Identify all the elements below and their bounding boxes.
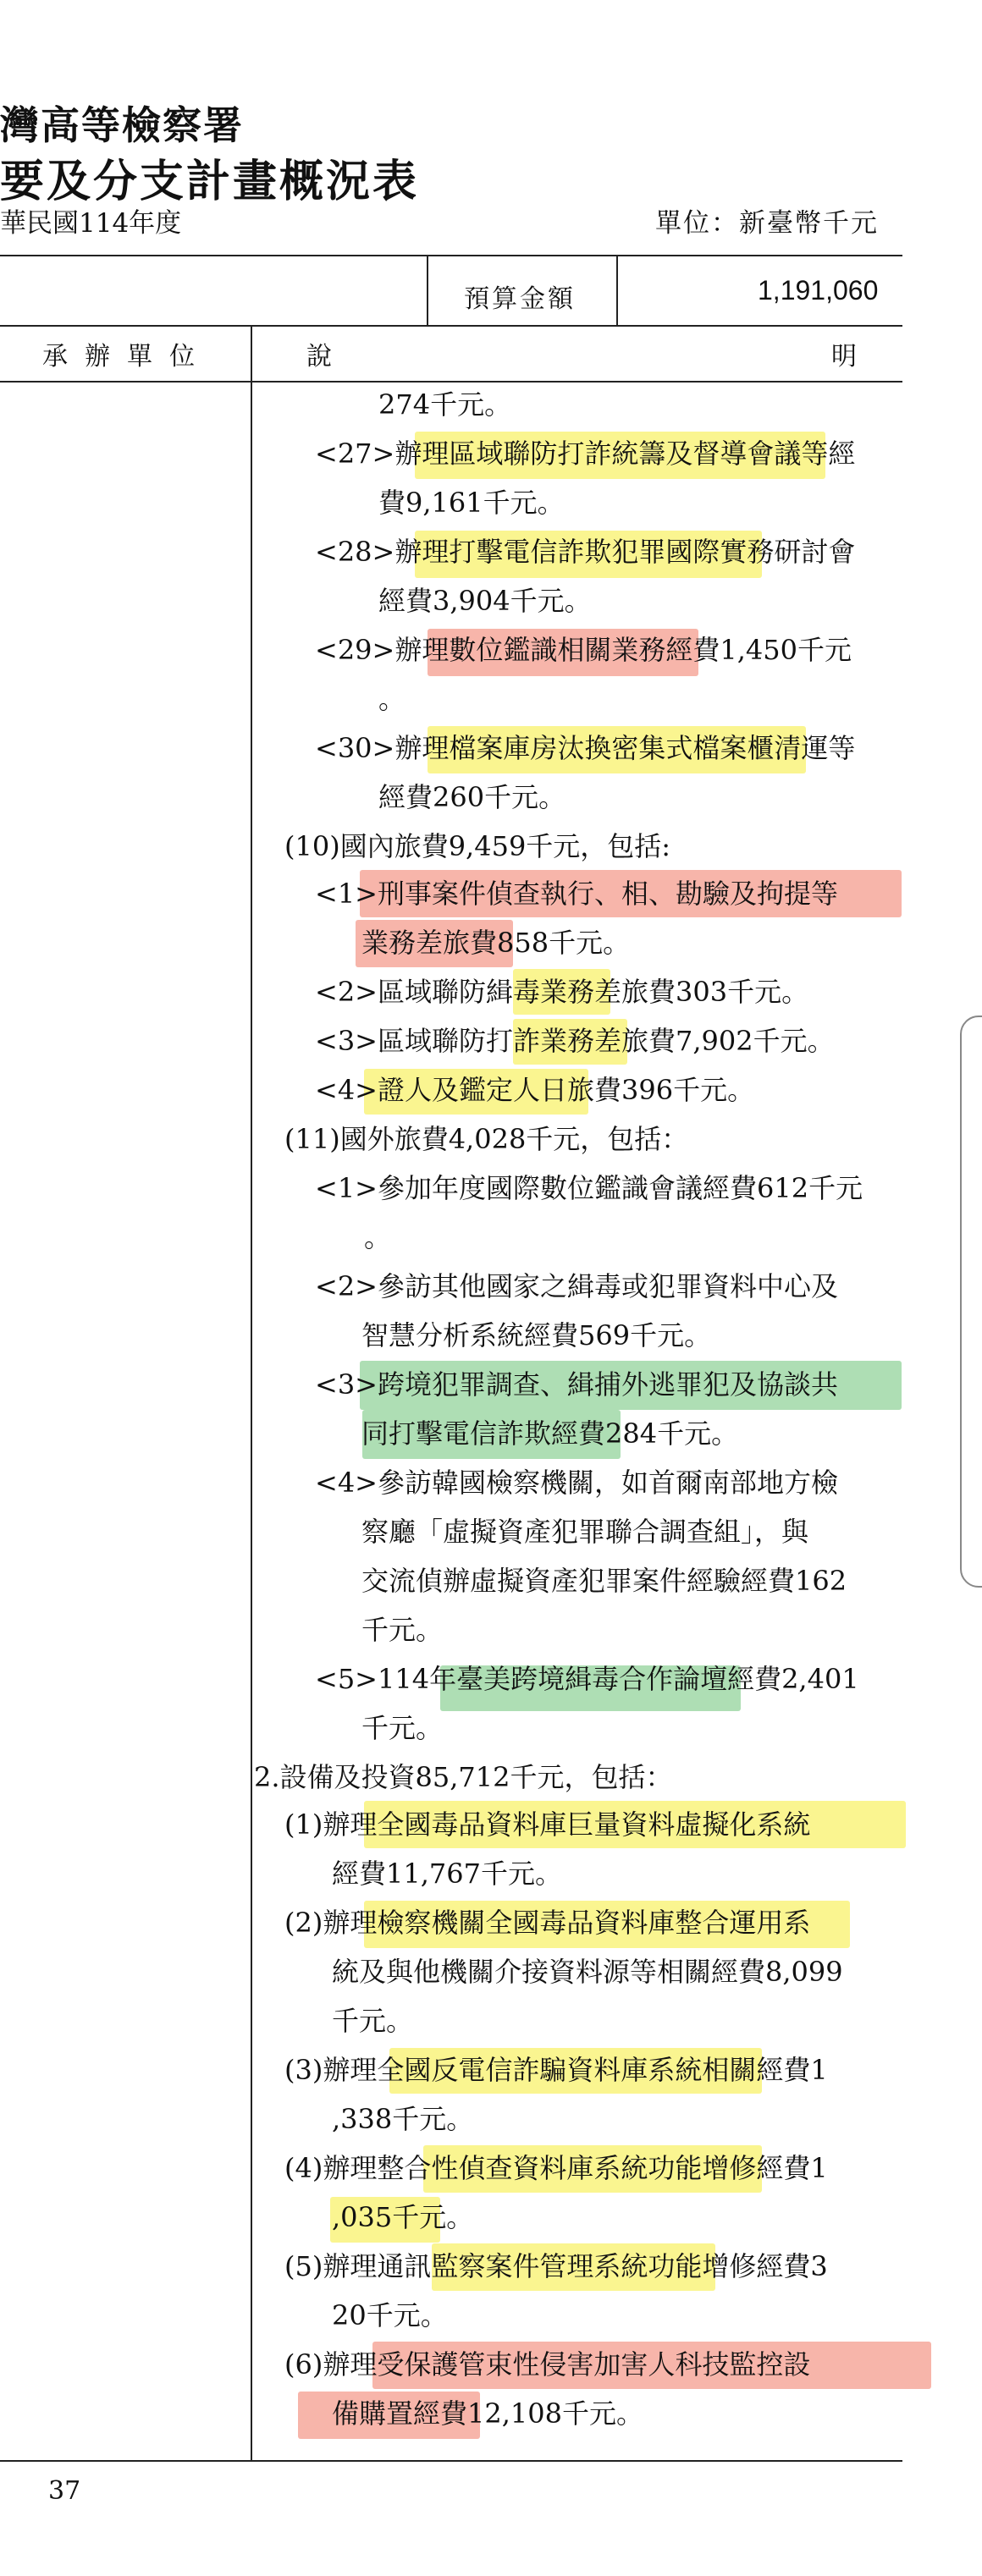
page-number: 37 [48, 2476, 81, 2506]
column-header-unit: 承辦單位 [42, 342, 212, 372]
text-line: 統及與他機關介接資料源等相關經費8,099 [332, 1956, 843, 1988]
text-line: 智慧分析系統經費569千元。 [361, 1319, 712, 1351]
agency-title: 灣高等檢察署 [0, 102, 244, 148]
text-line: <30>辦理檔案庫房汰換密集式檔案櫃清運等 [315, 732, 856, 764]
text-line: <29>辦理數位鑑識相關業務經費1,450千元 [315, 634, 852, 666]
text-line: ,338千元。 [332, 2103, 474, 2135]
text-line: (4)辦理整合性偵查資料庫系統功能增修經費1 [284, 2152, 828, 2184]
text-line: 千元。 [361, 1614, 444, 1646]
column-divider [251, 327, 252, 2460]
text-line: 274千元。 [378, 388, 512, 421]
text-line: 經費11,767千元。 [332, 1858, 562, 1890]
text-line: 千元。 [332, 2005, 414, 2037]
column-header-description: 說 [306, 342, 332, 372]
text-line: 經費260千元。 [378, 781, 566, 813]
text-line: (6)辦理受保護管束性侵害加害人科技監控設 [284, 2348, 811, 2381]
text-line: 。 [378, 683, 406, 715]
text-line: 20千元。 [332, 2299, 448, 2331]
text-line: <3>區域聯防打詐業務差旅費7,902千元。 [315, 1025, 835, 1057]
text-line: 交流偵辦虛擬資產犯罪案件經驗經費162 [361, 1565, 847, 1597]
text-line: <28>辦理打擊電信詐欺犯罪國際實務研討會 [315, 536, 856, 568]
text-line: 業務差旅費858千元。 [361, 927, 631, 959]
text-line: <5>114年臺美跨境緝毒合作論壇經費2,401 [315, 1663, 859, 1695]
text-line: 備購置經費12,108千元。 [332, 2397, 643, 2430]
table-bottom-rule [0, 2460, 902, 2462]
text-line: <2>區域聯防緝毒業務差旅費303千元。 [315, 976, 809, 1008]
text-line: (10)國內旅費9,459千元，包括: [284, 830, 671, 862]
text-line: (11)國外旅費4,028千元，包括： [284, 1123, 689, 1155]
text-line: 2.設備及投資85,712千元，包括： [254, 1761, 673, 1793]
text-line: <3>跨境犯罪調查、緝捕外逃罪犯及協談共 [315, 1368, 838, 1401]
budget-label: 預算金額 [464, 284, 576, 314]
header-row-rule [0, 381, 902, 383]
text-line: <4>參訪韓國檢察機關，如首爾南部地方檢 [315, 1467, 838, 1499]
text-line: 同打擊電信詐欺經費284千元。 [361, 1417, 739, 1450]
text-line: 經費3,904千元。 [378, 585, 592, 617]
text-line: (1)辦理全國毒品資料庫巨量資料虛擬化系統 [284, 1808, 811, 1841]
text-line: <27>辦理區域聯防打詐統籌及督導會議等經 [315, 438, 856, 470]
text-line: 察廳「虛擬資產犯罪聯合調查組」，與 [361, 1516, 809, 1548]
text-line: <1>參加年度國際數位鑑識會議經費612千元 [315, 1172, 863, 1204]
fiscal-year: 華民國114年度 [0, 208, 182, 239]
report-title: 要及分支計畫概況表 [0, 156, 420, 207]
text-line: (5)辦理通訊監察案件管理系統功能增修經費3 [284, 2250, 828, 2282]
column-header-description-end: 明 [831, 342, 857, 372]
currency-unit: 單位：新臺幣千元 [655, 208, 879, 239]
budget-amount: 1,191,060 [758, 275, 879, 305]
text-line: 。 [364, 1221, 392, 1253]
text-line: <1>刑事案件偵查執行、相、勘驗及拘提等 [315, 878, 838, 910]
text-line: 費9,161千元。 [378, 487, 565, 519]
table-top-rule [0, 255, 902, 256]
text-line: <4>證人及鑑定人日旅費396千元。 [315, 1074, 755, 1106]
side-bracket [960, 1016, 982, 1588]
budget-mid-divider [616, 255, 618, 325]
budget-left-divider [427, 255, 428, 325]
text-line: (2)辦理檢察機關全國毒品資料庫整合運用系 [284, 1907, 811, 1939]
text-line: (3)辦理全國反電信詐騙資料庫系統相關經費1 [284, 2054, 828, 2086]
budget-row-rule [0, 325, 902, 327]
text-line: ,035千元。 [332, 2201, 474, 2233]
text-line: <2>參訪其他國家之緝毒或犯罪資料中心及 [315, 1270, 838, 1302]
text-line: 千元。 [361, 1712, 444, 1744]
